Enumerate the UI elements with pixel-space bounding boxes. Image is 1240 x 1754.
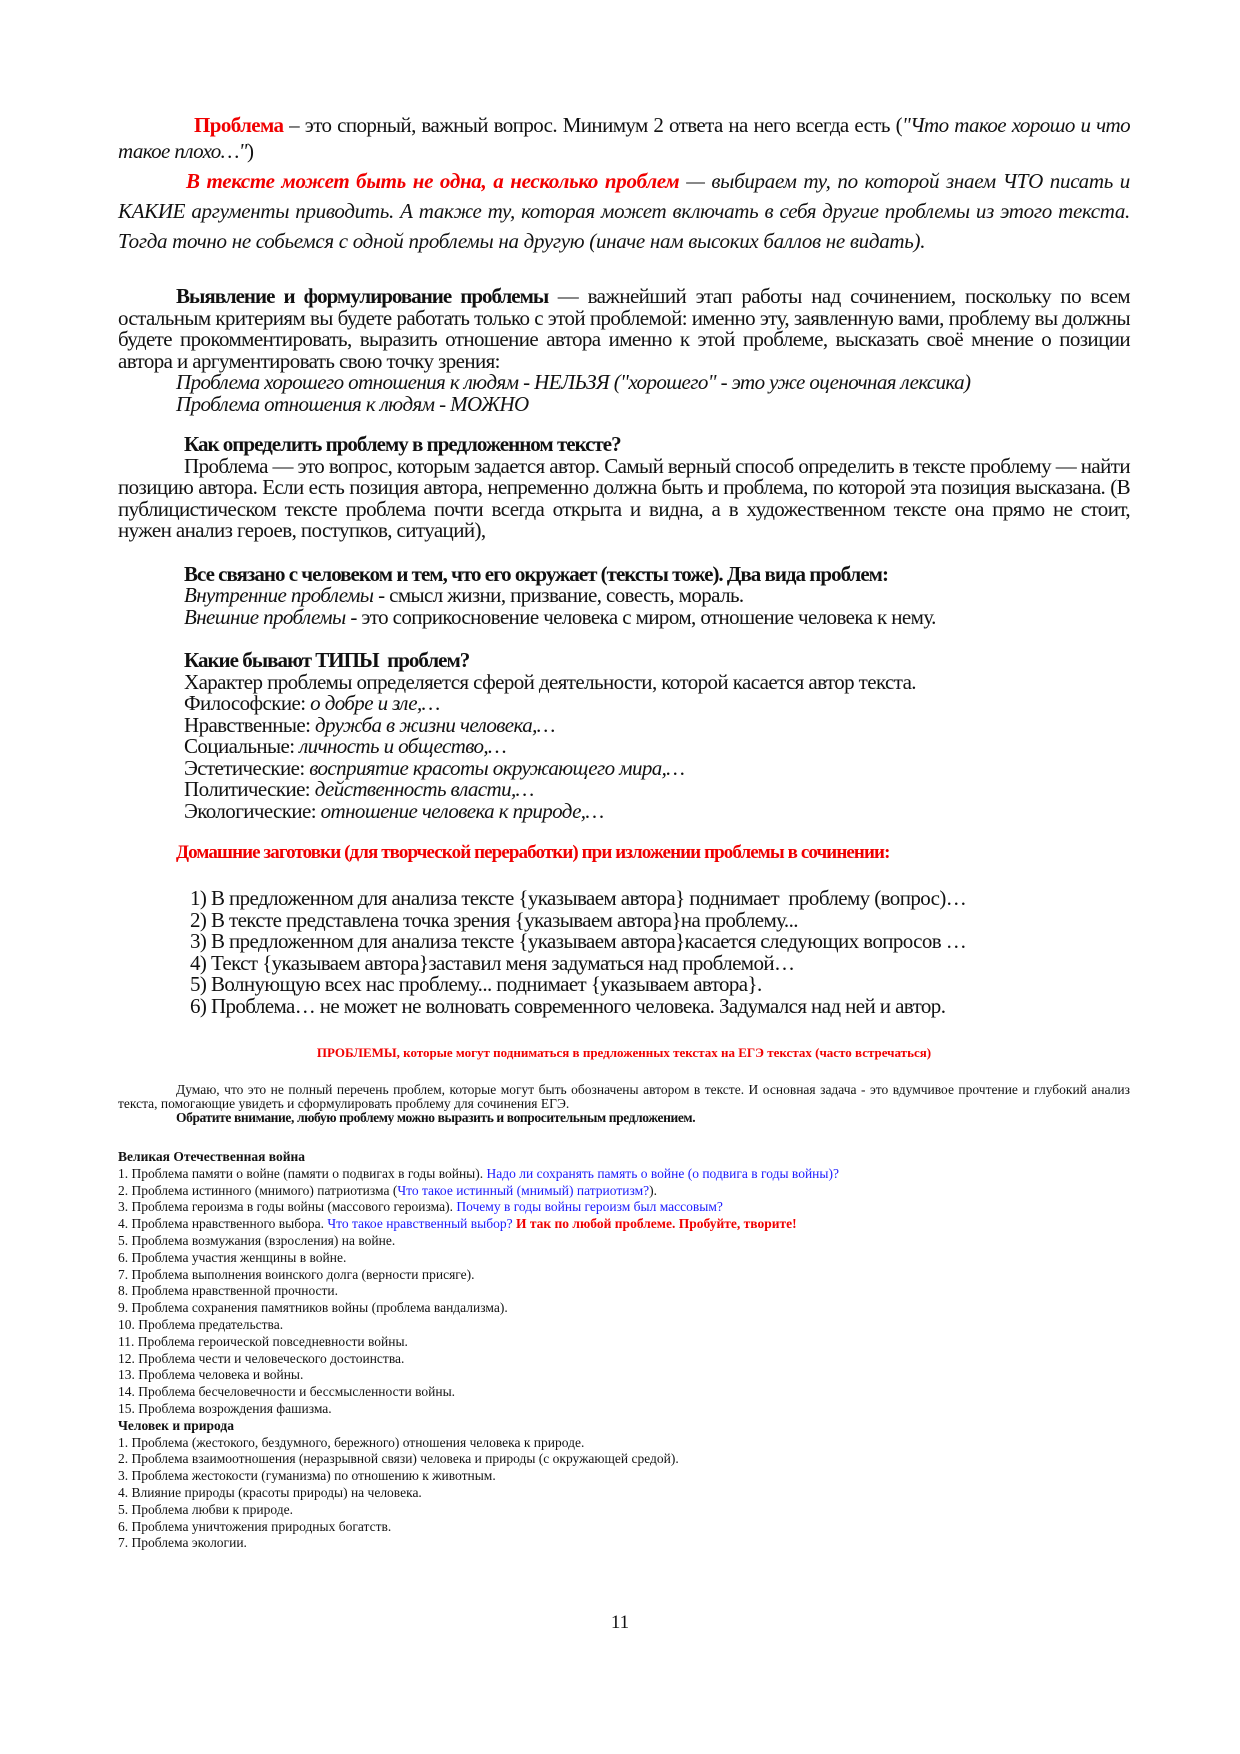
- problems-intro-block: [118, 1083, 1130, 1125]
- how-to-heading: Как определить проблему в предложенном тексте?: [184, 432, 621, 456]
- kind-item: Внутренние проблемы - смысл жизни, призвание, совесть, мораль.: [184, 583, 744, 607]
- list-item: 3. Проблема жестокости (гуманизма) по отношению к животным.: [118, 1468, 496, 1484]
- list-item: 12. Проблема чести и человеческого достоинства.: [118, 1350, 405, 1366]
- template-item: 1) В предложенном для анализа тексте {указываем автора} поднимает проблему (вопрос)…: [190, 886, 967, 910]
- kinds-heading: Все связано с человеком и тем, что его окружает (тексты тоже). Два вида проблем:: [184, 561, 888, 586]
- list-item: 15. Проблема возрождения фашизма.: [118, 1400, 332, 1416]
- types-heading: Какие бывают ТИПЫ проблем?: [184, 648, 470, 672]
- intro-block: [118, 112, 1130, 164]
- list-item: 1. Проблема памяти о войне (памяти о подвигах в годы войны). Надо ли сохранять память о войне (о подвига в годы войны)?: [118, 1165, 839, 1181]
- list-item: 6. Проблема участия женщины в войне.: [118, 1249, 347, 1265]
- list-item: 11. Проблема героической повседневности войны.: [118, 1333, 408, 1349]
- example-good: Проблема отношения к людям - МОЖНО: [176, 391, 529, 416]
- list-item: 2. Проблема взаимоотношения (неразрывной связи) человека и природы (с окружающей средой).: [118, 1451, 679, 1467]
- types-intro: Характер проблемы определяется сферой деятельности, которой касается автор текста.: [184, 669, 916, 694]
- list-item: 9. Проблема сохранения памятников войны (проблема вандализма).: [118, 1300, 508, 1316]
- example-bad: Проблема хорошего отношения к людям - НЕЛЬЗЯ ("хорошего" - это уже оценочная лексика): [176, 370, 971, 394]
- type-item: Политические: действенность власти,…: [184, 777, 534, 801]
- type-item: Эстетические: восприятие красоты окружающего мира,…: [184, 755, 685, 780]
- several-problems-block: В тексте может быть не одна, а несколько проблем — выбираем ту, по которой знаем ЧТО писать и КАКИЕ аргументы приводить. А также ту, которая может включать в себя другие проблемы из этого текста. Тогда точно не собьемся с одной проблемы на другую (иначе нам высоких баллов не видать).: [118, 169, 1130, 253]
- list-item: 14. Проблема бесчеловечности и бессмысленности войны.: [118, 1384, 456, 1400]
- list-item: 4. Проблема нравственного выбора. Что такое нравственный выбор? И так по любой проблеме. Пробуйте, творите!: [118, 1216, 797, 1232]
- problems-intro: Думаю, что это не полный перечень проблем, которые могут быть обозначены автором в тексте. И основная задача - это вдумчивое прочтение и глубокий анализ текста, помогающие увидеть и сформулировать проблему для сочинения ЕГЭ.: [118, 1082, 1130, 1111]
- type-item: Нравственные: дружба в жизни человека,…: [184, 712, 555, 737]
- list-item: 7. Проблема выполнения воинского долга (верности присяге).: [118, 1266, 475, 1282]
- template-item: 3) В предложенном для анализа тексте {указываем автора}касается следующих вопросов …: [190, 929, 967, 953]
- list-item: 3. Проблема героизма в годы войны (массового героизма). Почему в годы войны героизм был массовым?: [118, 1199, 723, 1215]
- war-problems-list: [118, 1149, 1130, 1552]
- nature-heading: Человек и природа: [118, 1417, 234, 1433]
- list-item: 7. Проблема экологии.: [118, 1535, 247, 1551]
- list-item: 4. Влияние природы (красоты природы) на человека.: [118, 1484, 422, 1500]
- list-item: 5. Проблема любви к природе.: [118, 1501, 293, 1517]
- problem-definition: Проблема – это спорный, важный вопрос. Минимум 2 ответа на него всегда есть ("Что такое хорошо и что такое плохо…"): [118, 113, 1130, 163]
- war-heading: Великая Отечественная война: [118, 1149, 306, 1164]
- template-item: 4) Текст {указываем автора}заставил меня задуматься над проблемой…: [190, 950, 795, 975]
- list-item: 1. Проблема (жестокого, бездумного, бережного) отношения человека к природе.: [118, 1434, 585, 1450]
- how-to-text: Проблема — это вопрос, которым задается автор. Самый верный способ определить в тексте проблему — найти позицию автора. Если есть позиция автора, непременно должна быть и проблема, по которой эта позиция высказана. (В публицистическом тексте проблема почти всегда открыта и видна, а в художественном тексте она прямо не стоит, нужен анализ героев, поступков, ситуаций),: [118, 453, 1130, 542]
- several-problems-highlight: В тексте может быть не одна, а несколько проблем: [186, 169, 680, 193]
- template-item: 6) Проблема… не может не волновать современного человека. Задумался над ней и автор.: [190, 993, 946, 1018]
- how-to-block: [118, 434, 1130, 542]
- list-item: 5. Проблема возмужания (взросления) на войне.: [118, 1232, 396, 1248]
- list-item: 2. Проблема истинного (мнимого) патриотизма (Что такое истинный (мнимый) патриотизм?).: [118, 1182, 658, 1198]
- identification-block: Выявление и формулирование проблемы — важнейший этап работы над сочинением, поскольку по всем остальным критериям вы будете работать только с этой проблемой: именно эту, заявленную вами, проблему вы должны будете прокомментировать, выразить отношение автора именно к этой проблеме, высказать своё мнение о позиции автора и аргументировать свою точку зрения: Проблема хорошего отношения к людям - НЕЛЬЗЯ ("хорошего" - это уже оценочная лексика) Проблема отношения к людям - МОЖНО: [118, 284, 1130, 416]
- page-number: 11: [610, 1612, 630, 1633]
- list-item: 10. Проблема предательства.: [118, 1316, 284, 1332]
- template-item: 5) Волнующую всех нас проблему... поднимает {указываем автора}.: [190, 972, 762, 996]
- document-page: [118, 112, 1130, 1552]
- list-item: 6. Проблема уничтожения природных богатств.: [118, 1518, 392, 1534]
- problems-heading: ПРОБЛЕМЫ, которые могут подниматься в предложенных текстах на ЕГЭ текстах (часто встречаться): [316, 1045, 932, 1060]
- list-item: 13. Проблема человека и войны.: [118, 1367, 304, 1383]
- template-item: 2) В тексте представлена точка зрения {указываем автора}на проблему...: [190, 907, 798, 932]
- list-item: 8. Проблема нравственной прочности.: [118, 1283, 339, 1299]
- type-item: Социальные: личность и общество,…: [184, 734, 507, 758]
- templates-heading: Домашние заготовки (для творческой переработки) при изложении проблемы в сочинении:: [176, 842, 890, 863]
- types-block: [118, 650, 1130, 822]
- problems-note: Обратите внимание, любую проблему можно выразить и вопросительным предложением.: [176, 1110, 696, 1125]
- type-item: Философские: о добре и зле,…: [184, 691, 440, 715]
- problem-term: Проблема: [194, 113, 284, 137]
- kind-item: Внешние проблемы - это соприкосновение человека с миром, отношение человека к нему.: [184, 604, 936, 629]
- templates-list: [118, 888, 1130, 1017]
- kinds-block: [118, 561, 1130, 629]
- type-item: Экологические: отношение человека к природе,…: [184, 798, 604, 823]
